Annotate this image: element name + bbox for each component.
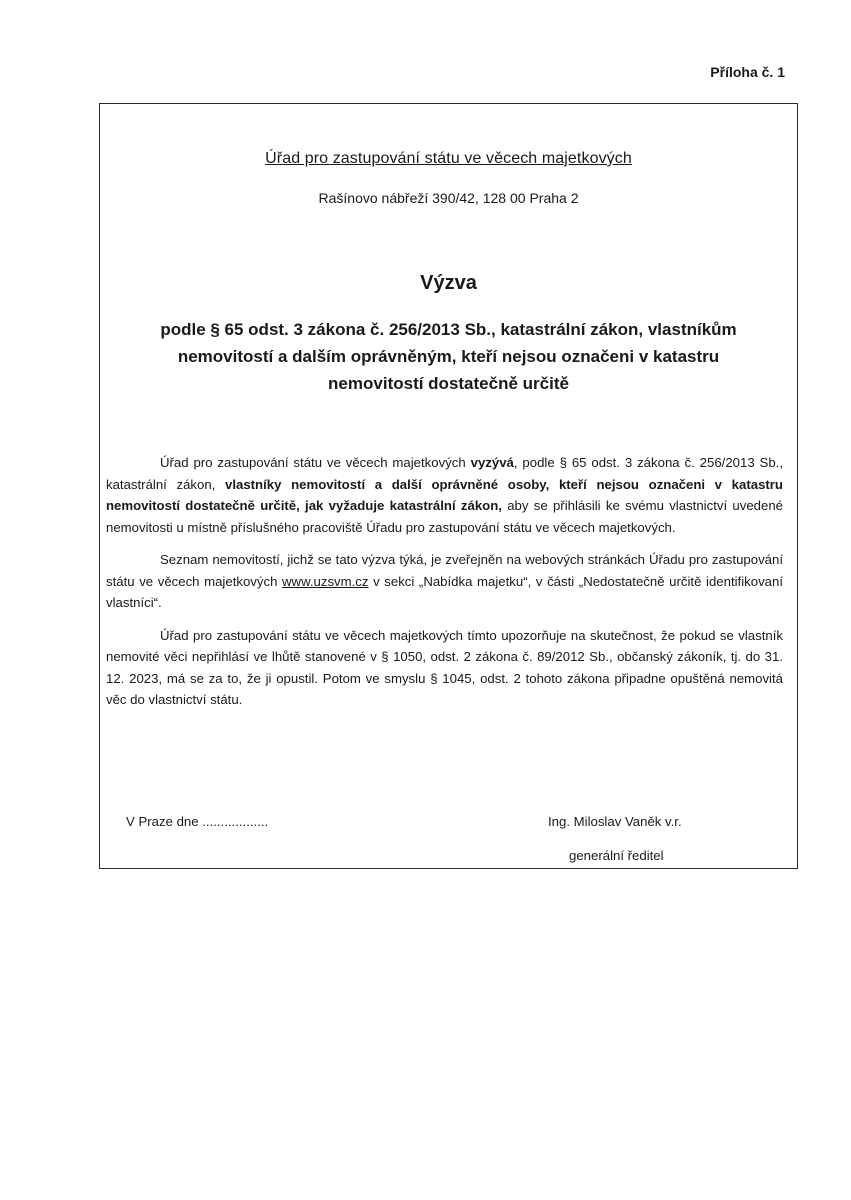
office-name: Úřad pro zastupování státu ve věcech majetkových xyxy=(265,150,632,167)
paragraph-1-verb: vyzývá xyxy=(470,455,514,470)
paragraph-1-part-a: Úřad pro zastupování státu ve věcech majetkových xyxy=(160,455,471,470)
place-date: V Praze dne .................. xyxy=(126,814,269,829)
paragraph-2-part-a: Seznam nemovitostí, jichž se tato výzva týká, je zveřejněn na webových stránkách Úřadu pro zastupování státu ve věcech majetkových xyxy=(106,552,783,589)
paragraph-2 xyxy=(106,549,783,614)
attachment-label: Příloha č. 1 xyxy=(710,64,785,80)
notice-subtitle: podle § 65 odst. 3 zákona č. 256/2013 Sb., katastrální zákon, vlastníkům nemovitostí a dalším oprávněným, kteří nejsou označeni v katastru nemovitostí dostatečně určitě xyxy=(160,320,737,393)
office-address: Rašínovo nábřeží 390/42, 128 00 Praha 2 xyxy=(318,190,579,206)
paragraph-1 xyxy=(106,452,783,538)
signatory-name: Ing. Miloslav Vaněk v.r. xyxy=(548,814,682,829)
paragraph-2-part-b: v sekci „Nabídka majetku“, v části „Nedostatečně určitě identifikovaní vlastníci“. xyxy=(106,573,784,610)
paragraph-1-part-c: , podle § 65 odst. 3 zákona č. 256/2013 Sb., katastrální zákon, xyxy=(106,455,784,492)
notice-frame xyxy=(99,103,798,869)
website-link[interactable]: www.uzsvm.cz xyxy=(282,573,369,589)
paragraph-3: Úřad pro zastupování státu ve věcech majetkových tímto upozorňuje na skutečnost, že pokud se vlastník nemovité věci nepřihlásí ve lhůtě stanovené v § 1050, odst. 2 zákona č. 89/2012 Sb., občanský zákoník, tj. do 31. 12. 2023, má se za to, že ji opustil. Potom ve smyslu § 1045, odst. 2 tohoto zákona připadne opuštěná nemovitá věc do vlastnictví státu. xyxy=(106,627,783,707)
paragraph-1-addressees: vlastníky nemovitostí a další oprávněné osoby, kteří nejsou označeni v katastru nemovitostí dostatečně určitě, jak vyžaduje katastrální zákon, xyxy=(106,476,783,513)
notice-body xyxy=(106,452,783,722)
notice-title: Výzva xyxy=(420,272,477,294)
signatory-title: generální ředitel xyxy=(569,848,664,863)
paragraph-1-part-e: aby se přihlásili ke svému vlastnictví uvedené nemovitosti u místně příslušného pracoviště Úřadu pro zastupování státu ve věcech majetkových. xyxy=(106,498,783,535)
